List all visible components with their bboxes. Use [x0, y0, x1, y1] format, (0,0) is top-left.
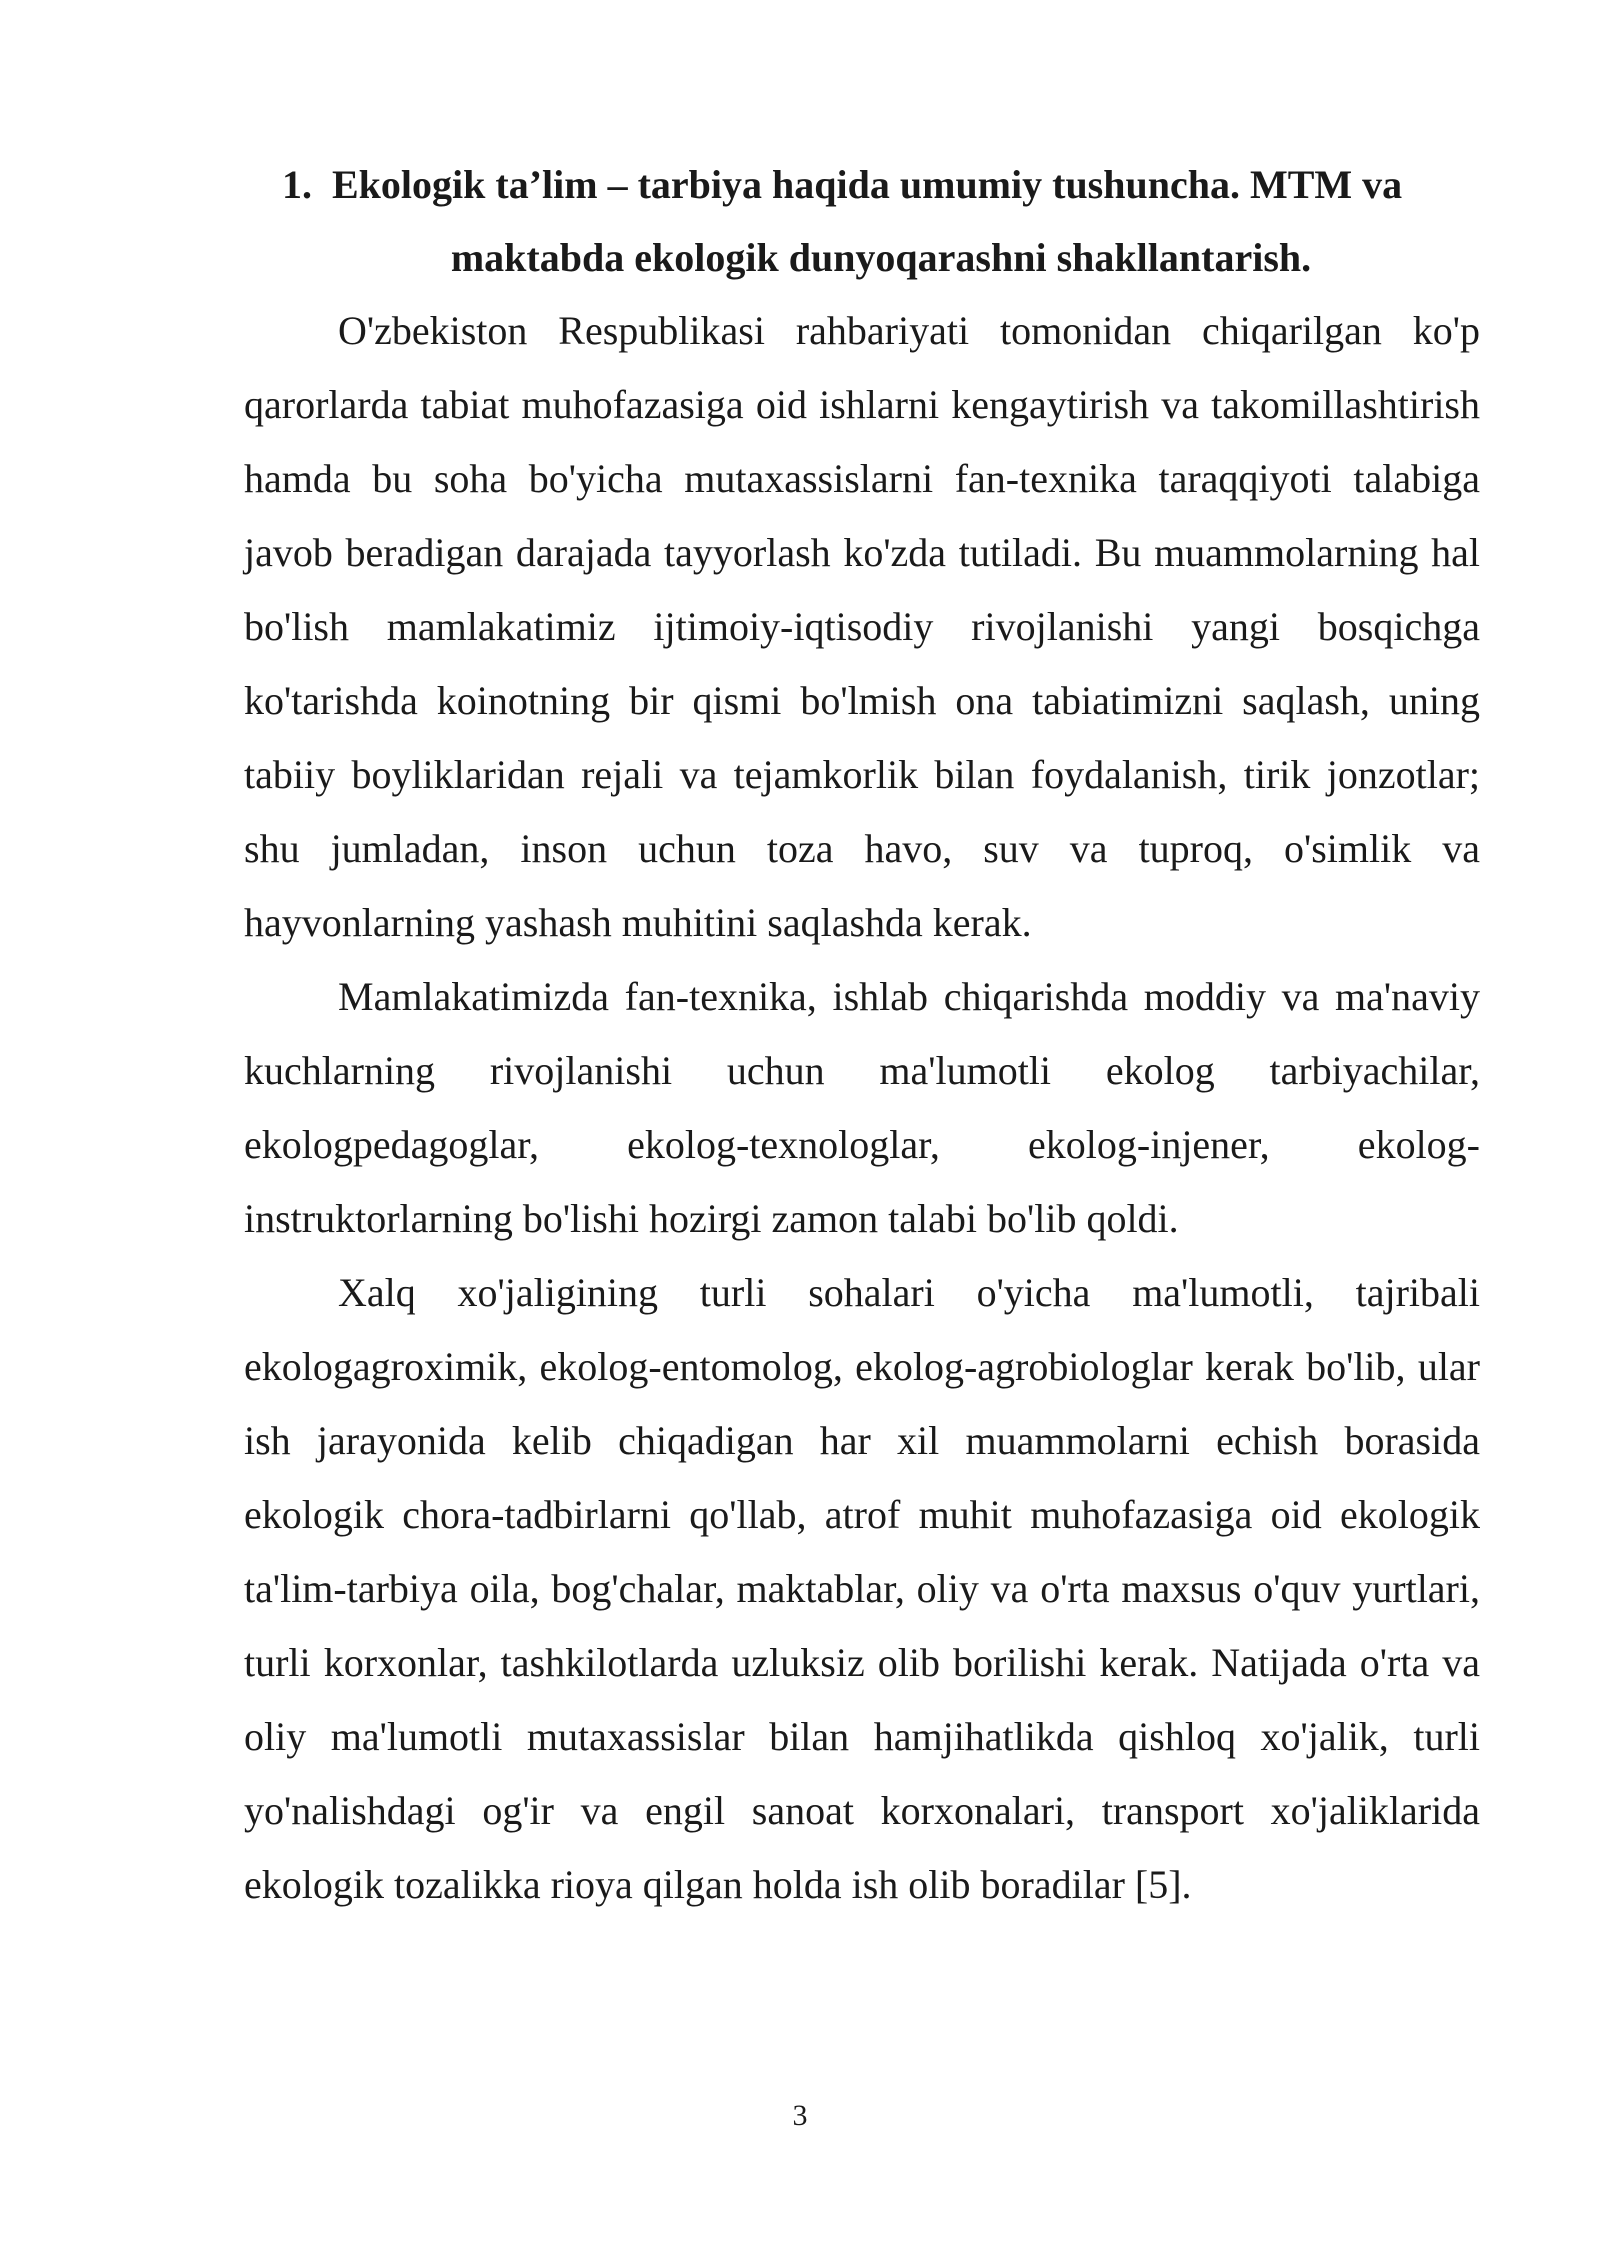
heading-title-line-1: Ekologik ta’lim – tarbiya haqida umumiy tushuncha. MTM va: [332, 162, 1403, 207]
document-page: [244, 148, 1480, 1922]
section-heading: [244, 148, 1480, 294]
heading-title-line-2: maktabda ekologik dunyoqarashni shakllantarish.: [450, 235, 1312, 280]
paragraph-1: O'zbekiston Respublikasi rahbariyati tomonidan chiqarilgan ko'p qarorlarda tabiat muhofazasiga oid ishlarni kengaytirish va takomillashtirish hamda bu soha bo'yicha mutaxassislarni fan-texnika taraqqiyoti talabiga javob beradigan darajada tayyorlash ko'zda tutiladi. Bu muammolarning hal bo'lish mamlakatimiz ijtimoiy-iqtisodiy rivojlanishi yangi bosqichga ko'tarishda koinotning bir qismi bo'lmish ona tabiatimizni saqlash, uning tabiiy boyliklaridan rejali va tejamkorlik bilan foydalanish, tirik jonzotlar; shu jumladan, inson uchun toza havo, suv va tuproq, o'simlik va hayvonlarning yashash muhitini saqlashda kerak.: [244, 308, 1480, 945]
heading-number: 1.: [282, 162, 312, 207]
page-number: 3: [792, 2099, 808, 2132]
paragraph-2: Mamlakatimizda fan-texnika, ishlab chiqarishda moddiy va ma'naviy kuchlarning rivojlanishi uchun ma'lumotli ekolog tarbiyachilar, ekologpedagoglar, ekolog-texnologlar, ekolog-injener, ekolog-instruktorlarning bo'lishi hozirgi zamon talabi bo'lib qoldi.: [244, 974, 1480, 1241]
paragraph-3: Xalq xo'jaligining turli sohalari o'yicha ma'lumotli, tajribali ekologagroximik, ekolog-entomolog, ekolog-agrobiologlar kerak bo'lib, ular ish jarayonida kelib chiqadigan har xil muammolarni echish borasida ekologik chora-tadbirlarni qo'llab, atrof muhit muhofazasiga oid ekologik ta'lim-tarbiya oila, bog'chalar, maktablar, oliy va o'rta maxsus o'quv yurtlari, turli korxonlar, tashkilotlarda uzluksiz olib borilishi kerak. Natijada o'rta va oliy ma'lumotli mutaxassislar bilan hamjihatlikda qishloq xo'jalik, turli yo'nalishdagi og'ir va engil sanoat korxonalari, transport xo'jaliklarida ekologik tozalikka rioya qilgan holda ish olib boradilar [5].: [244, 1270, 1480, 1907]
heading-line-1: [244, 148, 1480, 221]
